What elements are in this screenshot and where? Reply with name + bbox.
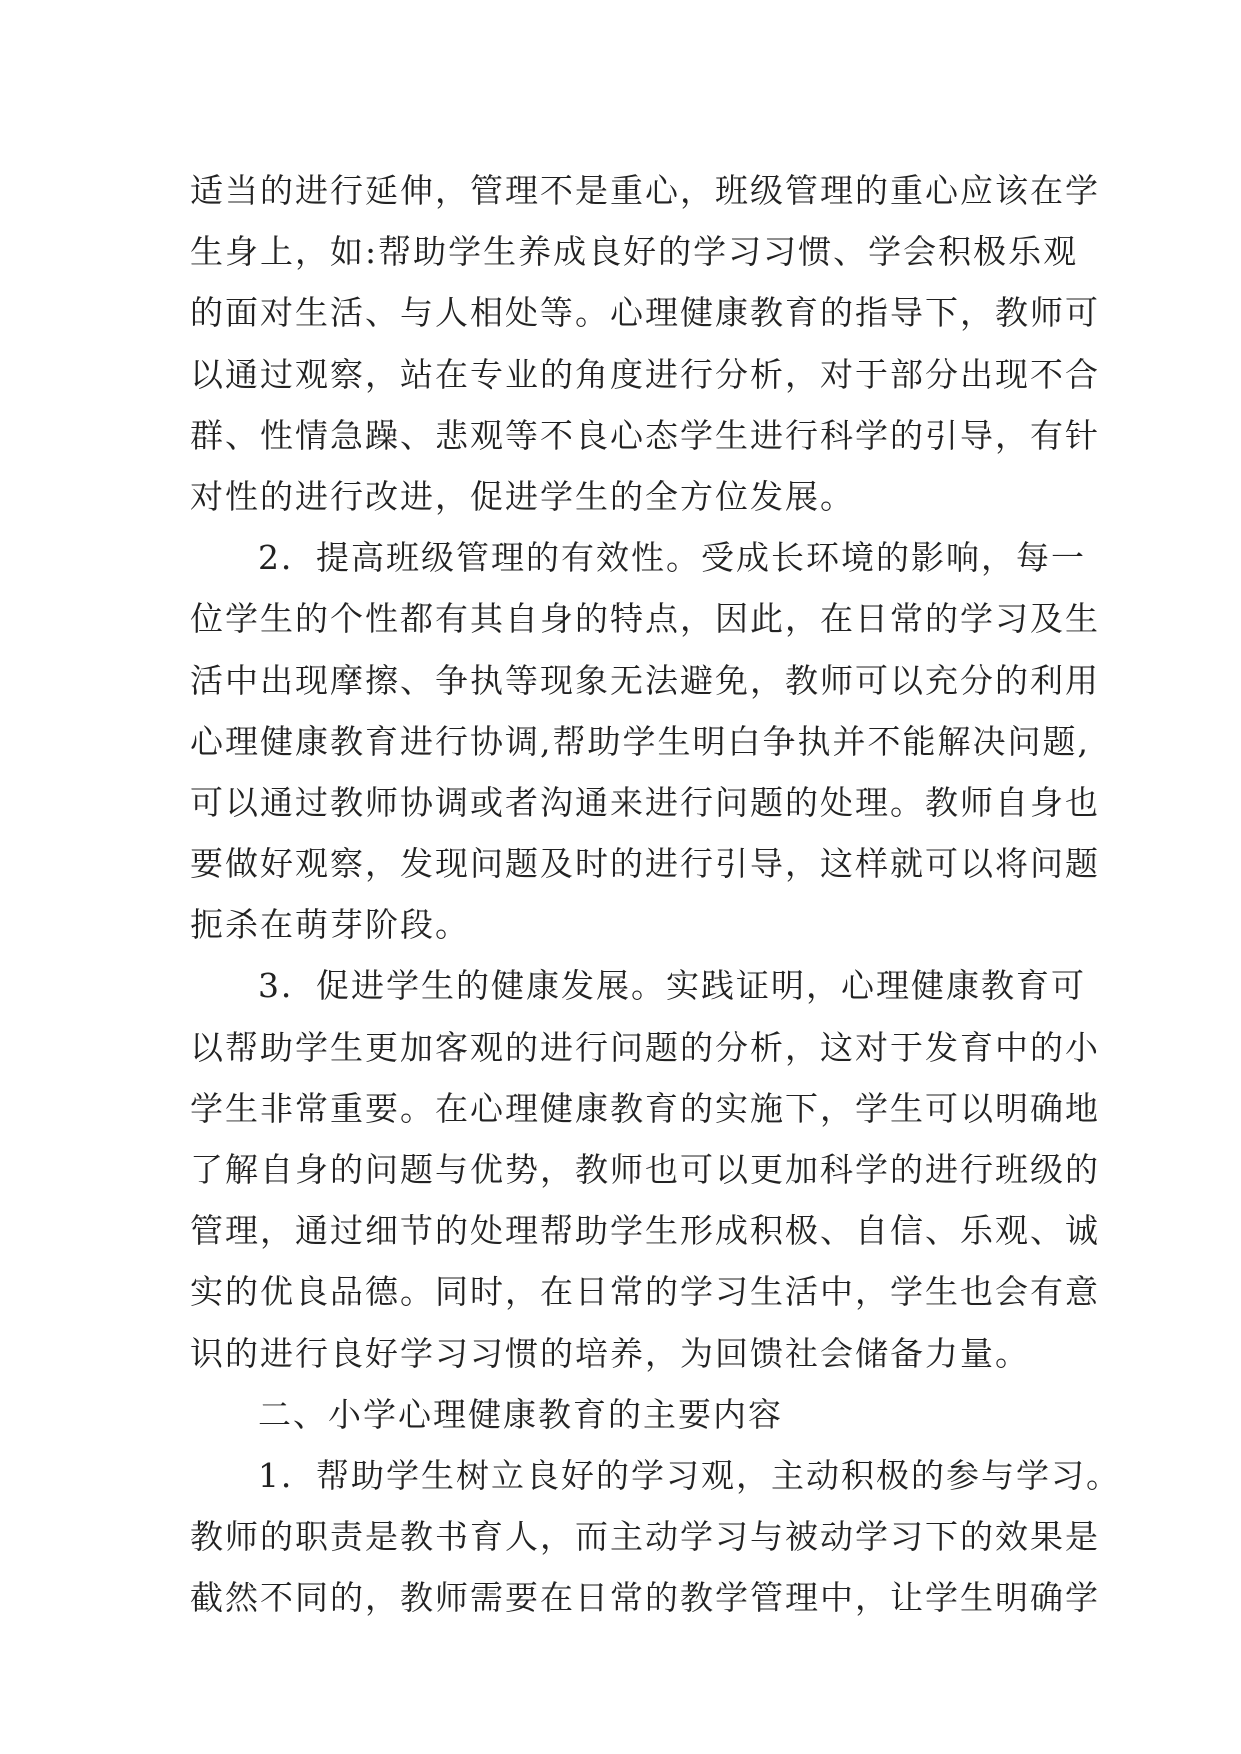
text-line: 以帮助学生更加客观的进行问题的分析，这对于发育中的小 — [190, 1027, 1100, 1067]
text-line: 扼杀在萌芽阶段。 — [190, 905, 470, 945]
text-line: 活中出现摩擦、争执等现象无法避免，教师可以充分的利用 — [190, 660, 1100, 700]
text-line: 群、性情急躁、悲观等不良心态学生进行科学的引导，有针 — [190, 415, 1100, 455]
text-line: 生身上，如:帮助学生养成良好的学习习惯、学会积极乐观 — [190, 232, 1079, 272]
text-line: 截然不同的，教师需要在日常的教学管理中，让学生明确学 — [190, 1578, 1100, 1618]
text-line: 适当的进行延伸，管理不是重心，班级管理的重心应该在学 — [190, 171, 1100, 210]
text-line: 对性的进行改进，促进学生的全方位发展。 — [190, 476, 855, 516]
text-line: 管理，通过细节的处理帮助学生形成积极、自信、乐观、诚 — [190, 1211, 1100, 1251]
text-line: 实的优良品德。同时，在日常的学习生活中，学生也会有意 — [190, 1272, 1100, 1312]
text-line: 心理健康教育进行协调,帮助学生明白争执并不能解决问题, — [190, 721, 1090, 761]
text-line: 位学生的个性都有其自身的特点，因此，在日常的学习及生 — [190, 599, 1100, 639]
text-line: 识的进行良好学习习惯的培养，为回馈社会储备力量。 — [190, 1333, 1030, 1373]
paragraph-start-line: 2．提高班级管理的有效性。受成长环境的影响，每一 — [258, 538, 1086, 578]
text-line: 以通过观察，站在专业的角度进行分析，对于部分出现不合 — [190, 354, 1100, 394]
text-line: 学生非常重要。在心理健康教育的实施下，学生可以明确地 — [190, 1088, 1100, 1128]
text-line: 要做好观察，发现问题及时的进行引导，这样就可以将问题 — [190, 844, 1100, 884]
text-line: 可以通过教师协调或者沟通来进行问题的处理。教师自身也 — [190, 782, 1100, 822]
paragraph-start-line: 3．促进学生的健康发展。实践证明，心理健康教育可 — [258, 966, 1086, 1006]
paragraph-start-line: 1．帮助学生树立良好的学习观，主动积极的参与学习。 — [258, 1455, 1121, 1495]
text-line: 的面对生活、与人相处等。心理健康教育的指导下，教师可 — [190, 293, 1100, 333]
section-heading: 二、小学心理健康教育的主要内容 — [258, 1394, 783, 1434]
text-line: 教师的职责是教书育人，而主动学习与被动学习下的效果是 — [190, 1517, 1100, 1557]
body-text — [190, 160, 1121, 1629]
text-line: 了解自身的问题与优势，教师也可以更加科学的进行班级的 — [190, 1150, 1100, 1189]
